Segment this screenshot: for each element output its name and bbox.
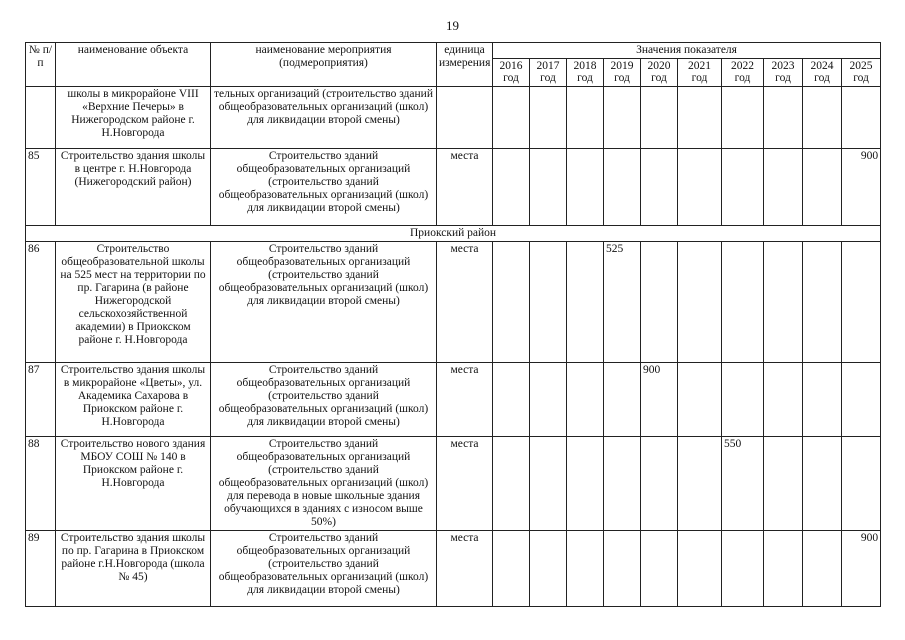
row-year-value — [567, 436, 604, 530]
row-event: Строительство зданий общеобразовательных организаций (строительство зданий общеобразовательных организаций (школ) для перевода в новые школьные здания обучающихся в зданиях с износом выше 50%) — [211, 436, 437, 530]
table-row — [26, 530, 881, 606]
row-year-value — [641, 436, 678, 530]
row-year-value — [842, 436, 881, 530]
row-year-value — [722, 148, 764, 225]
section-row — [26, 225, 881, 241]
row-year-value — [604, 436, 641, 530]
row-year-value — [530, 241, 567, 362]
row-year-value — [641, 241, 678, 362]
row-year-value — [493, 148, 530, 225]
row-year-value — [641, 86, 678, 148]
header-values: Значения показателя — [493, 43, 881, 59]
row-year-value: 900 — [641, 362, 678, 436]
row-year-value — [722, 241, 764, 362]
row-event: Строительство зданий общеобразовательных организаций (строительство зданий общеобразовательных организаций (школ) для ликвидации второй смены) — [211, 530, 437, 606]
header-object: наименование объекта — [56, 43, 211, 87]
row-year-value — [722, 86, 764, 148]
row-unit: места — [437, 530, 493, 606]
row-year-value — [803, 436, 842, 530]
row-num — [26, 86, 56, 148]
row-year-value — [764, 148, 803, 225]
table-row — [26, 241, 881, 362]
page-number: 19 — [446, 18, 459, 33]
row-num: 88 — [26, 436, 56, 530]
table-row — [26, 436, 881, 530]
row-num: 89 — [26, 530, 56, 606]
header-year: 2024 год — [803, 58, 842, 86]
row-year-value — [764, 530, 803, 606]
row-year-value — [641, 148, 678, 225]
row-year-value — [678, 148, 722, 225]
row-event: Строительство зданий общеобразовательных организаций (строительство зданий общеобразовательных организаций (школ) для ликвидации второй смены) — [211, 148, 437, 225]
header-year: 2017 год — [530, 58, 567, 86]
header-event: наименование мероприятия (подмероприятия) — [211, 43, 437, 87]
row-year-value — [803, 241, 842, 362]
row-object: Строительство нового здания МБОУ СОШ № 140 в Приокском районе г. Н.Новгорода — [56, 436, 211, 530]
row-year-value — [722, 362, 764, 436]
row-num: 85 — [26, 148, 56, 225]
table-row — [26, 86, 881, 148]
header-year: 2016 год — [493, 58, 530, 86]
row-year-value — [803, 86, 842, 148]
row-unit — [437, 86, 493, 148]
row-unit: места — [437, 148, 493, 225]
row-year-value — [842, 241, 881, 362]
row-object: Строительство общеобразовательной школы на 525 мест на территории по пр. Гагарина (в районе Нижегородской сельскохозяйственной академии) в Приокском районе г. Н.Новгорода — [56, 241, 211, 362]
row-year-value — [842, 362, 881, 436]
row-year-value: 900 — [842, 148, 881, 225]
row-year-value — [722, 530, 764, 606]
row-year-value — [604, 86, 641, 148]
header-num: № п/п — [26, 43, 56, 87]
row-event: Строительство зданий общеобразовательных организаций (строительство зданий общеобразовательных организаций (школ) для ликвидации второй смены) — [211, 241, 437, 362]
row-year-value — [530, 148, 567, 225]
section-title: Приокский район — [26, 225, 881, 241]
row-year-value — [803, 530, 842, 606]
row-year-value — [678, 436, 722, 530]
row-object: школы в микрорайоне VIII «Верхние Печеры» в Нижегородском районе г. Н.Новгорода — [56, 86, 211, 148]
row-year-value — [567, 241, 604, 362]
row-object: Строительство здания школы в центре г. Н.Новгорода (Нижегородский район) — [56, 148, 211, 225]
header-year: 2022 год — [722, 58, 764, 86]
row-year-value — [678, 362, 722, 436]
row-year-value — [530, 362, 567, 436]
row-year-value — [641, 530, 678, 606]
row-year-value — [803, 362, 842, 436]
row-year-value — [604, 362, 641, 436]
row-year-value — [764, 241, 803, 362]
indicators-table — [25, 42, 881, 607]
row-unit: места — [437, 241, 493, 362]
header-year: 2025 год — [842, 58, 881, 86]
row-year-value: 525 — [604, 241, 641, 362]
row-unit: места — [437, 362, 493, 436]
table-row — [26, 148, 881, 225]
row-year-value — [567, 530, 604, 606]
row-num: 86 — [26, 241, 56, 362]
header-year: 2021 год — [678, 58, 722, 86]
row-unit: места — [437, 436, 493, 530]
row-year-value — [567, 362, 604, 436]
row-year-value — [604, 148, 641, 225]
row-year-value — [764, 436, 803, 530]
header-unit: единица измерения — [437, 43, 493, 87]
row-year-value — [604, 530, 641, 606]
header-year: 2018 год — [567, 58, 604, 86]
table-row — [26, 362, 881, 436]
row-year-value — [764, 362, 803, 436]
row-year-value — [493, 436, 530, 530]
row-year-value — [493, 362, 530, 436]
row-year-value — [493, 530, 530, 606]
header-year: 2019 год — [604, 58, 641, 86]
row-year-value — [567, 148, 604, 225]
header-row-1 — [26, 43, 881, 59]
row-year-value — [803, 148, 842, 225]
row-event: тельных организаций (строительство зданий общеобразовательных организаций (школ) для ликвидации второй смены) — [211, 86, 437, 148]
row-year-value — [530, 436, 567, 530]
row-num: 87 — [26, 362, 56, 436]
row-year-value — [764, 86, 803, 148]
row-year-value — [493, 241, 530, 362]
header-year: 2023 год — [764, 58, 803, 86]
row-object: Строительство здания школы по пр. Гагарина в Приокском районе г.Н.Новгорода (школа № 45) — [56, 530, 211, 606]
row-object: Строительство здания школы в микрорайоне «Цветы», ул. Академика Сахарова в Приокском районе г. Н.Новгорода — [56, 362, 211, 436]
row-event: Строительство зданий общеобразовательных организаций (строительство зданий общеобразовательных организаций (школ) для ликвидации второй смены) — [211, 362, 437, 436]
row-year-value — [678, 530, 722, 606]
row-year-value — [530, 530, 567, 606]
row-year-value — [530, 86, 567, 148]
header-year: 2020 год — [641, 58, 678, 86]
row-year-value: 550 — [722, 436, 764, 530]
row-year-value — [567, 86, 604, 148]
row-year-value — [493, 86, 530, 148]
row-year-value — [678, 241, 722, 362]
row-year-value — [842, 86, 881, 148]
row-year-value — [678, 86, 722, 148]
row-year-value: 900 — [842, 530, 881, 606]
